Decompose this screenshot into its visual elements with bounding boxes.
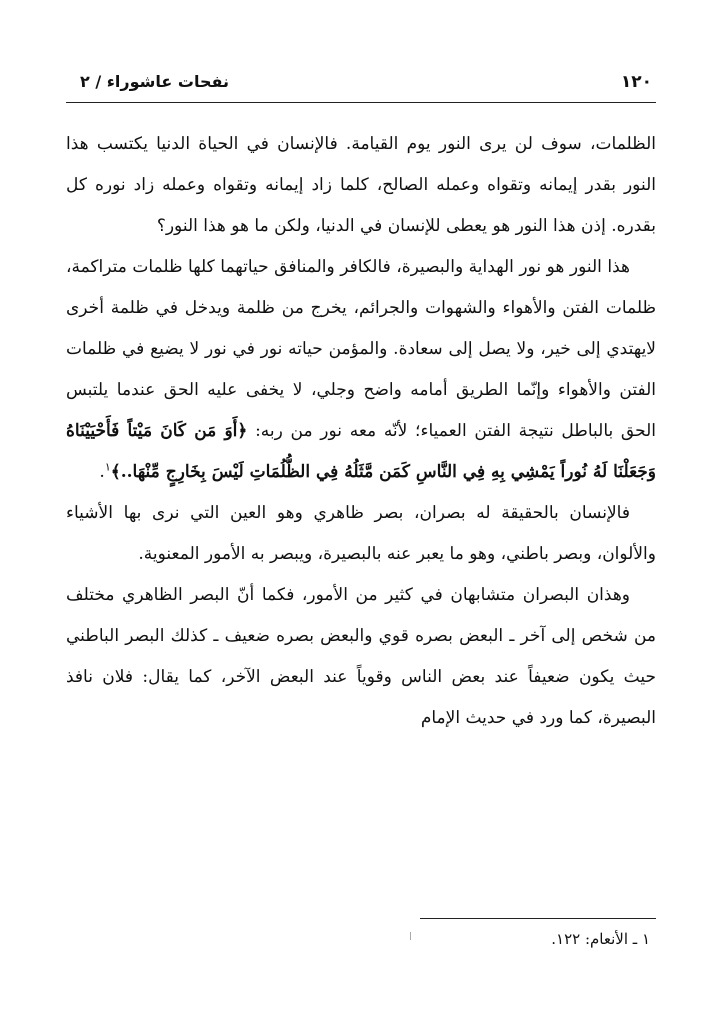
paragraph-4 (66, 575, 656, 739)
footnote: ١ ـ الأنعام: ١٢٢. (551, 930, 650, 948)
sentence-period: . (99, 462, 105, 482)
paragraph-text: وهذان البصران متشابهان في كثير من الأمور، فكما أنّ البصر الظاهري مختلف من شخص إلى آخر ـ البعض بصره قوي والبعض بصره ضعيف ـ كذلك البصر الباطني حيث يكون ضعيفاً عند بعض الناس وقوياً عند البعض الآخر، كما يقال: فلان نافذ البصيرة، كما ورد في حديث الإمام (66, 585, 656, 728)
page-number: ١٢٠ (620, 72, 652, 92)
footnote-rule (420, 918, 656, 919)
running-title: نفحات عاشوراء / ٢ (80, 72, 230, 91)
page-header (66, 70, 656, 98)
header-rule (66, 102, 656, 103)
quran-verse: ﴿أَوَ مَن كَانَ مَيْتاً فَأَحْيَيْنَاهُ وَجَعَلْنَا لَهُ نُوراً يَمْشِي بِهِ فِي النَّاسِ كَمَن مَّثَلُهُ فِي الظُّلُمَاتِ لَيْسَ بِخَارِجٍ مِّنْهَا..﴾ (66, 421, 656, 482)
paragraph-2 (66, 247, 656, 493)
paragraph-text: هذا النور هو نور الهداية والبصيرة، فالكافر والمنافق حياتهما كلها ظلمات متراكمة، ظلمات الفتن والأهواء والشهوات والجرائم، يخرج من ظلمة ويدخل في ظلمة أخرى لايهتدي إلى خير، ولا يصل إلى سعادة. والمؤمن حياته نور في نور لا يضيع في ظلمات الفتن والأهواء وإنّما الطريق أمامه واضح وجلي، لا يخفى عليه الحق عندما يلتبس الحق بالباطل نتيجة الفتن العمياء؛ لأنّه معه نور من ربه: (66, 257, 656, 441)
paragraph-1 (66, 124, 656, 247)
footnote-reference: ١ (104, 460, 111, 474)
paragraph-text: فالإنسان بالحقيقة له بصران، بصر ظاهري وهو العين التي نرى بها الأشياء والألوان، وبصر باطني، وهو ما يعبر عنه بالبصيرة، ويبصر به الأمور المعنوية. (66, 503, 656, 564)
body-text (66, 124, 656, 739)
paragraph-3 (66, 493, 656, 575)
paragraph-text: الظلمات، سوف لن يرى النور يوم القيامة. فالإنسان في الحياة الدنيا يكتسب هذا النور بقدر إيمانه وتقواه وعمله الصالح، كلما زاد إيمانه وتقواه وعمله زاد نوره كل بقدره. إذن هذا النور هو يعطى للإنسان في الدنيا، ولكن ما هو هذا النور؟ (66, 134, 656, 236)
